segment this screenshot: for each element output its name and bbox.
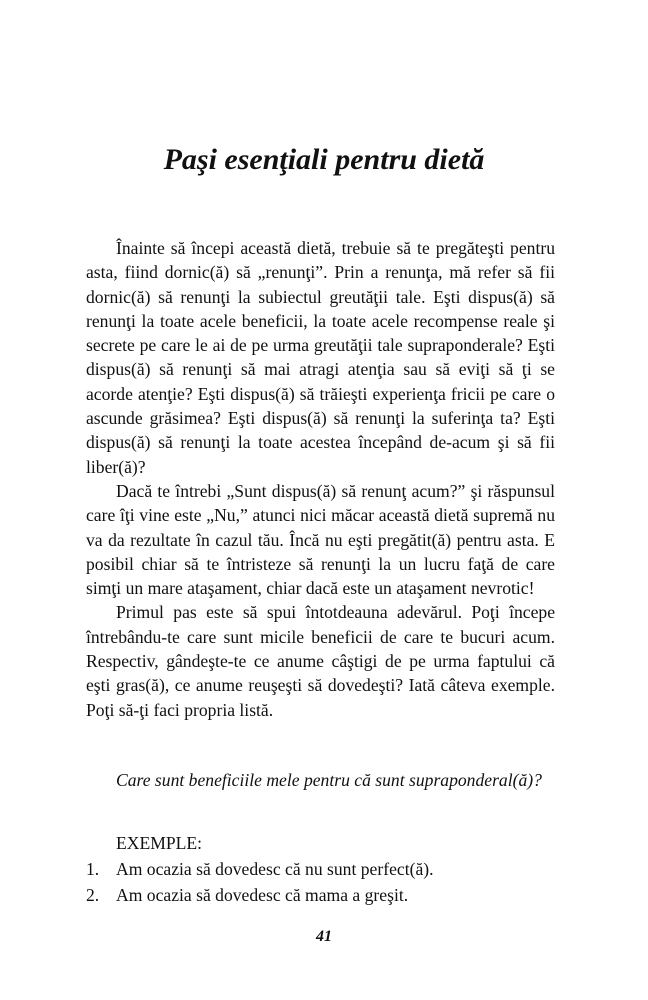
body-text <box>86 236 555 722</box>
list-item <box>86 856 555 882</box>
page-number: 41 <box>316 928 332 945</box>
examples-heading: EXEMPLE: <box>116 833 203 853</box>
list-item <box>86 882 555 908</box>
question-heading: Care sunt beneficiile mele pentru că sunt supraponderal(ă)? <box>116 770 542 790</box>
list-item-number: 2. <box>86 885 100 905</box>
list-item-text: Am ocazia să dovedesc că nu sunt perfect(ă). <box>116 859 434 879</box>
paragraph: Înainte să începi această dietă, trebuie să te pregăteşti pentru asta, fiind dornic(ă) să „renunţi”. Prin a renunţa, mă refer să fii dornic(ă) să renunţi la subiectul greutăţii tale. Eşti dispus(ă) să renunţi la toate acele beneficii, la toate acele recompense reale şi secrete pe care le ai de pe urma greutăţii tale supraponderale? Eşti dispus(ă) să renunţi să mai atragi atenţia sau să eviţi să ţi se acorde atenţie? Eşti dispus(ă) să trăieşti experienţa fricii pe care o ascunde grăsimea? Eşti dispus(ă) să renunţi la suferinţa ta? Eşti dispus(ă) să renunţi la toate acestea începând de-acum şi să fii liber(ă)? <box>86 238 555 477</box>
list-item-number: 1. <box>86 859 100 879</box>
paragraph: Dacă te întrebi „Sunt dispus(ă) să renunţ acum?” şi răspunsul care îţi vine este „Nu,” atunci nici măcar această dietă supremă nu va da rezultate în cazul tău. Încă nu eşti pregătit(ă) pentru asta. E posibil chiar să te întristeze să renunţi la un lucru faţă de care simţi un mare ataşament, chiar dacă este un ataşament nevrotic! <box>86 480 555 599</box>
paragraph: Primul pas este să spui întotdeauna adevărul. Poţi începe întrebându-te care sunt micile beneficii de care te bucuri acum. Respectiv, gândeşte-te ce anume câştigi de pe urma faptului că eşti gras(ă), ce anume reuşeşti să dovedeşti? Iată câteva exemple. Poţi să-ţi faci propria listă. <box>86 602 555 720</box>
chapter-title: Paşi esenţiali pentru dietă <box>163 143 485 176</box>
example-list <box>86 856 555 908</box>
list-item-text: Am ocazia să dovedesc că mama a greşit. <box>116 885 409 905</box>
